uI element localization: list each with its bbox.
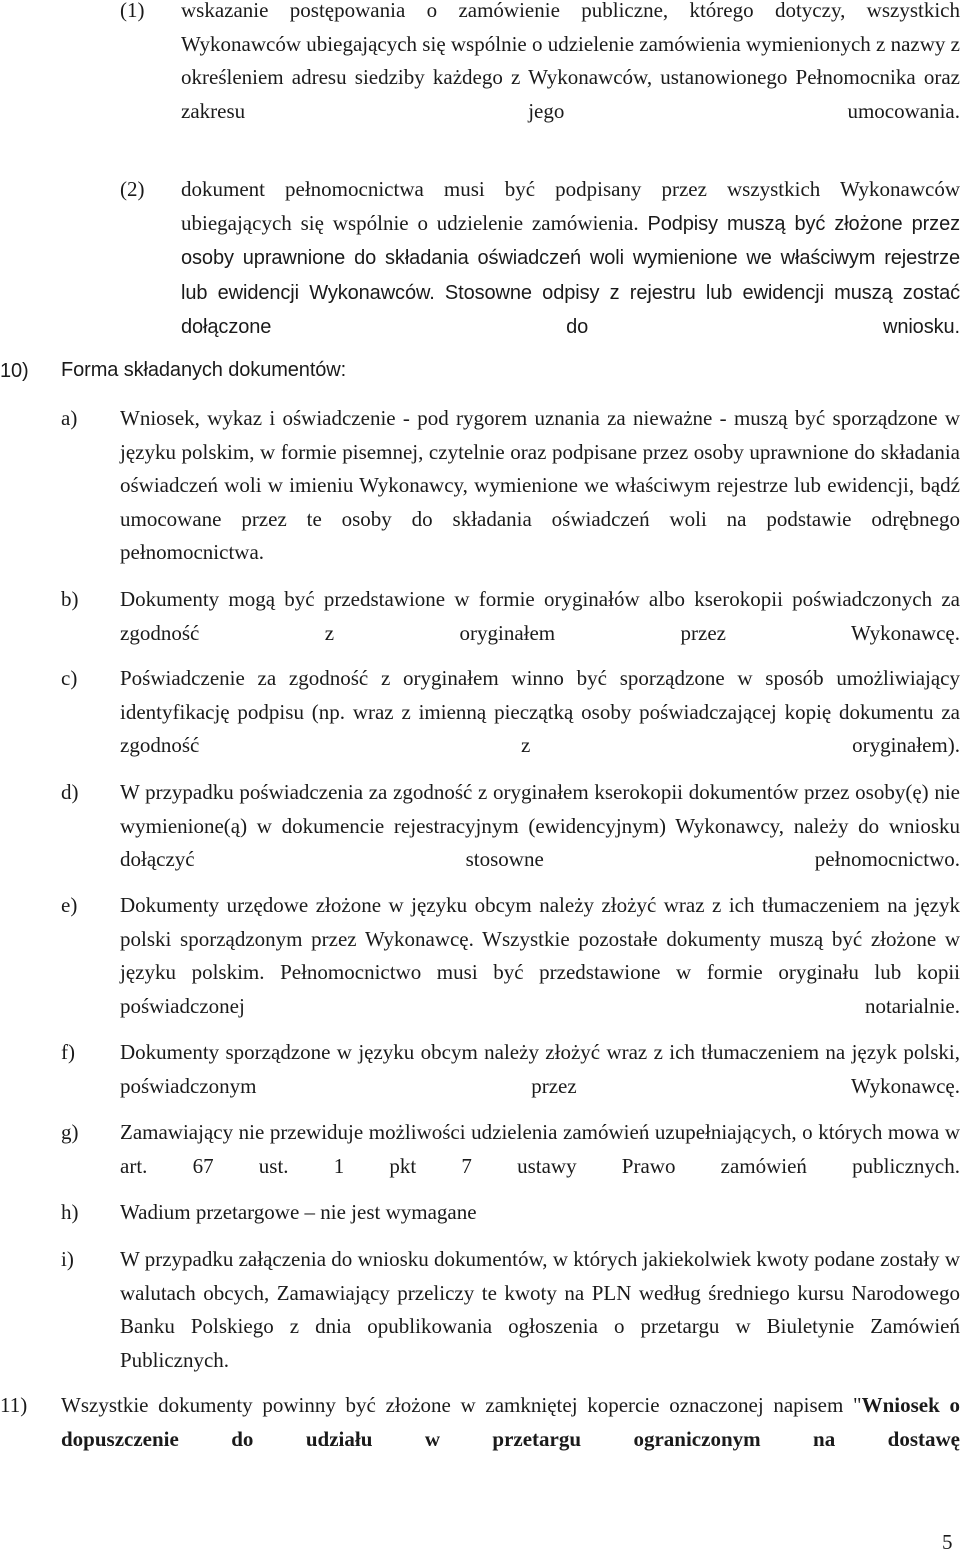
page-number: 5	[942, 1530, 953, 1554]
list-item-marker: i)	[61, 1247, 74, 1271]
list-item-text: Dokumenty mogą być przedstawione w formie oryginałów albo kserokopii poświadczonych za zgodność z oryginałem przez Wykonawcę.	[120, 587, 960, 645]
list-item-e	[61, 889, 960, 1057]
section-heading-text: Forma składanych dokumentów:	[61, 359, 347, 381]
section-11	[0, 1389, 960, 1456]
section-10-heading	[0, 354, 960, 389]
section-marker: 10)	[0, 360, 29, 382]
subitem-text-serif: dokument pełnomocnictwa musi być podpisany przez wszystkich Wykonawców ubiegających się wspólnie o udzielenie zamówienia.	[181, 177, 960, 235]
list-item-marker: e)	[61, 893, 78, 917]
list-item-i	[61, 1243, 960, 1411]
list-item-text: Dokumenty sporządzone w języku obcym należy złożyć wraz z ich tłumaczeniem na język polski, poświadczonym przez Wykonawcę.	[120, 1040, 960, 1098]
list-item-text: W przypadku poświadczenia za zgodność z oryginałem kserokopii dokumentów przez osoby(ę) nie wymienione(ą) w dokumencie rejestracyjnym (ewidencyjnym) Wykonawcy, należy do wniosku dołączyć stosowne pełnomocnictwo.	[120, 780, 960, 871]
subitem-text-sans: Podpisy muszą być złożone przez osoby uprawnione do składania oświadczeń woli wymienione we właściwym rejestrze lub ewidencji Wykonawców. Stosowne odpisy z rejestru lub ewidencji muszą zostać dołączone do wniosku.	[181, 212, 960, 338]
subitem-2	[120, 173, 960, 378]
quote-open: "	[853, 1393, 862, 1417]
list-item-text: Zamawiający nie przewiduje możliwości udzielenia zamówień uzupełniających, o których mowa w art. 67 ust. 1 pkt 7 ustawy Prawo zamówień publicznych.	[120, 1120, 960, 1178]
list-item-text: Wadium przetargowe – nie jest wymagane	[120, 1200, 477, 1224]
list-item-marker: b)	[61, 587, 79, 611]
list-item-marker: f)	[61, 1040, 75, 1064]
list-item-marker: g)	[61, 1120, 79, 1144]
section-11-text: Wszystkie dokumenty powinny być złożone w zamkniętej kopercie oznaczonej napisem	[61, 1393, 844, 1417]
subitem-marker: (1)	[120, 0, 145, 22]
section-marker: 11)	[0, 1393, 28, 1417]
list-item-marker: h)	[61, 1200, 79, 1224]
list-item-h	[61, 1196, 960, 1230]
list-item-text: Dokumenty urzędowe złożone w języku obcym należy złożyć wraz z ich tłumaczeniem na język polski sporządzonym przez Wykonawcę. Wszystkie pozostałe dokumenty muszą być złożone w języku polskim. Pełnomocnictwo musi być przedstawione w formie oryginału lub kopii poświadczonej notarialnie.	[120, 893, 960, 1018]
list-item-text: W przypadku załączenia do wniosku dokumentów, w których jakiekolwiek kwoty podane zostały w walutach obcych, Zamawiający przeliczy te kwoty na PLN według średniego kursu Narodowego Banku Polskiego z dnia opublikowania ogłoszenia o przetargu w Biuletynie Zamówień Publicznych.	[120, 1247, 960, 1372]
subitem-marker: (2)	[120, 177, 145, 201]
list-item-marker: c)	[61, 666, 78, 690]
list-item-marker: a)	[61, 406, 78, 430]
list-item-text: Wniosek, wykaz i oświadczenie - pod rygorem uznania za nieważne - muszą być sporządzone w języku polskim, w formie pisemnej, czytelnie oraz podpisane przez osoby uprawnione do składania oświadczeń woli w imieniu Wykonawcy, wymienione we właściwym rejestrze lub ewidencji, bądź umocowane przez te osoby do składania oświadczeń woli na podstawie odrębnego pełnomocnictwa.	[120, 406, 960, 564]
list-item-text: Poświadczenie za zgodność z oryginałem winno być sporządzone w sposób umożliwiający identyfikację podpisu (np. wraz z imienną pieczątką osoby poświadczającej kopię dokumentu za zgodność z oryginałem).	[120, 666, 960, 757]
list-item-marker: d)	[61, 780, 79, 804]
subitem-text: wskazanie postępowania o zamówienie publiczne, którego dotyczy, wszystkich Wykonawców ubiegających się wspólnie o udzielenie zamówienia wymienionych z nazwy z określeniem adresu siedziby każdego z Wykonawców, ustanowionego Pełnomocnika oraz zakresu jego umocowania.	[181, 0, 960, 123]
list-item-a	[61, 402, 960, 603]
subitem-1	[120, 0, 960, 162]
section-11-bold-text: Wniosek o dopuszczenie do udziału w przetargu ograniczonym na dostawę	[61, 1393, 960, 1451]
